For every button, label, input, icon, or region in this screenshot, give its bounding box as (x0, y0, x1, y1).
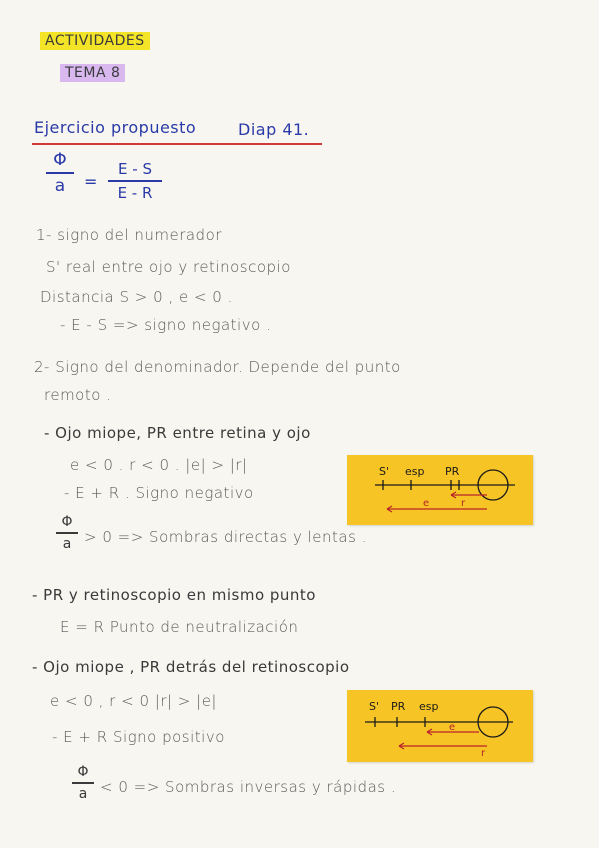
case3-fraction (72, 764, 94, 802)
label-esp: esp (419, 700, 439, 713)
case1-line1: e < 0 . r < 0 . |e| > |r| (70, 456, 248, 474)
case1-numerator: Φ (61, 514, 73, 530)
arrow-e-label: e (423, 498, 430, 509)
activities-heading: ACTIVIDADES (40, 32, 150, 50)
case3-denominator: a (78, 786, 88, 802)
section1-line3: - E - S => signo negativo . (60, 316, 272, 334)
arrow-r-label: r (481, 748, 486, 759)
section1-heading: 1- signo del numerador (36, 226, 222, 244)
formula-left-denominator: a (54, 176, 66, 196)
retinoscopy-diagram-2 (347, 690, 533, 762)
title-underline (32, 143, 322, 145)
label-pr: PR (391, 700, 406, 713)
formula-right-denominator: E - R (117, 184, 153, 202)
label-pr: PR (445, 465, 460, 478)
arrow-e-label: e (449, 722, 456, 733)
case1-line2: - E + R . Signo negativo (64, 484, 254, 502)
fraction-bar (46, 172, 74, 174)
fraction-bar (72, 782, 94, 784)
exercise-title: Ejercicio propuesto (34, 118, 197, 137)
label-s-prime: S' (379, 465, 390, 478)
case1-denominator: a (62, 536, 72, 552)
section2-heading: 2- Signo del denominador. Depende del punto (34, 358, 401, 376)
formula-right-fraction (108, 160, 162, 202)
retinoscopy-diagram-1 (347, 455, 533, 525)
case3-line1: e < 0 , r < 0 |r| > |e| (50, 692, 217, 710)
case3-line2: - E + R Signo positivo (52, 728, 225, 746)
formula-left-fraction (46, 150, 74, 196)
formula-equals: = (84, 172, 98, 191)
case3-result: < 0 => Sombras inversas y rápidas . (100, 778, 397, 796)
section1-line1: S' real entre ojo y retinoscopio (46, 258, 291, 276)
sticky-note-diagram-2 (347, 690, 533, 762)
case3-numerator: Φ (77, 764, 89, 780)
label-s-prime: S' (369, 700, 380, 713)
case1-fraction (56, 514, 78, 552)
case1-result: > 0 => Sombras directas y lentas . (84, 528, 367, 546)
sticky-note-diagram-1 (347, 455, 533, 525)
fraction-bar (108, 180, 162, 182)
formula-left-numerator: Φ (53, 150, 67, 170)
case1-title: - Ojo miope, PR entre retina y ojo (44, 424, 311, 442)
topic-heading: TEMA 8 (60, 64, 125, 82)
case2-title: - PR y retinoscopio en mismo punto (32, 586, 316, 604)
case3-title: - Ojo miope , PR detrás del retinoscopio (32, 658, 350, 676)
fraction-bar (56, 532, 78, 534)
section2-heading-cont: remoto . (44, 386, 112, 404)
arrow-r-label: r (461, 498, 466, 509)
formula-right-numerator: E - S (118, 160, 152, 178)
case2-line1: E = R Punto de neutralización (60, 618, 299, 636)
exercise-slide: Diap 41. (238, 120, 310, 139)
section1-line2: Distancia S > 0 , e < 0 . (40, 288, 233, 306)
label-esp: esp (405, 465, 425, 478)
